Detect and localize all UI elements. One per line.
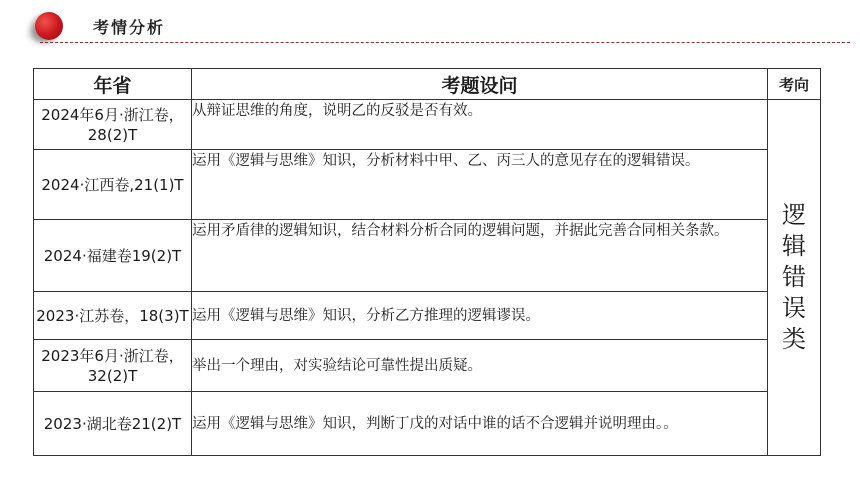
direction-char: 误 — [782, 294, 806, 322]
column-header-direction: 考向 — [768, 69, 821, 100]
direction-char: 逻 — [782, 201, 806, 229]
red-dot-icon — [35, 12, 63, 40]
table-row — [34, 340, 821, 392]
year-cell: 2023·湖北卷21(2)T — [34, 392, 192, 456]
direction-char: 辑 — [782, 232, 806, 260]
question-cell: 运用《逻辑与思维》知识，分析乙方推理的逻辑谬误。 — [192, 292, 768, 340]
header-bar — [0, 0, 860, 50]
table-row — [34, 150, 821, 220]
year-cell: 2024年6月·浙江卷，28(2)T — [34, 100, 192, 150]
direction-char: 错 — [782, 263, 806, 291]
question-cell: 运用《逻辑与思维》知识，判断丁戊的对话中谁的话不合逻辑并说明理由。。 — [192, 392, 768, 456]
direction-char: 类 — [782, 325, 806, 353]
dashed-divider — [40, 42, 850, 43]
question-cell: 从辩证思维的角度，说明乙的反驳是否有效。 — [192, 100, 768, 150]
question-cell: 运用《逻辑与思维》知识，分析材料中甲、乙、丙三人的意见存在的逻辑错误。 — [192, 150, 768, 220]
table-row — [34, 100, 821, 150]
column-header-question: 考题设问 — [192, 69, 768, 100]
table-row — [34, 392, 821, 456]
year-cell: 2024·江西卷,21(1)T — [34, 150, 192, 220]
year-cell: 2024·福建卷19(2)T — [34, 220, 192, 292]
column-header-year: 年省 — [34, 69, 192, 100]
year-cell: 2023年6月·浙江卷，32(2)T — [34, 340, 192, 392]
table-header-row — [34, 69, 821, 100]
direction-cell — [768, 100, 821, 456]
year-cell: 2023·江苏卷，18(3)T — [34, 292, 192, 340]
table-row — [34, 292, 821, 340]
question-cell: 举出一个理由，对实验结论可靠性提出质疑。 — [192, 340, 768, 392]
exam-analysis-table — [33, 68, 821, 456]
question-cell: 运用矛盾律的逻辑知识，结合材料分析合同的逻辑问题，并据此完善合同相关条款。 — [192, 220, 768, 292]
section-title: 考情分析 — [93, 18, 166, 37]
table-row — [34, 220, 821, 292]
